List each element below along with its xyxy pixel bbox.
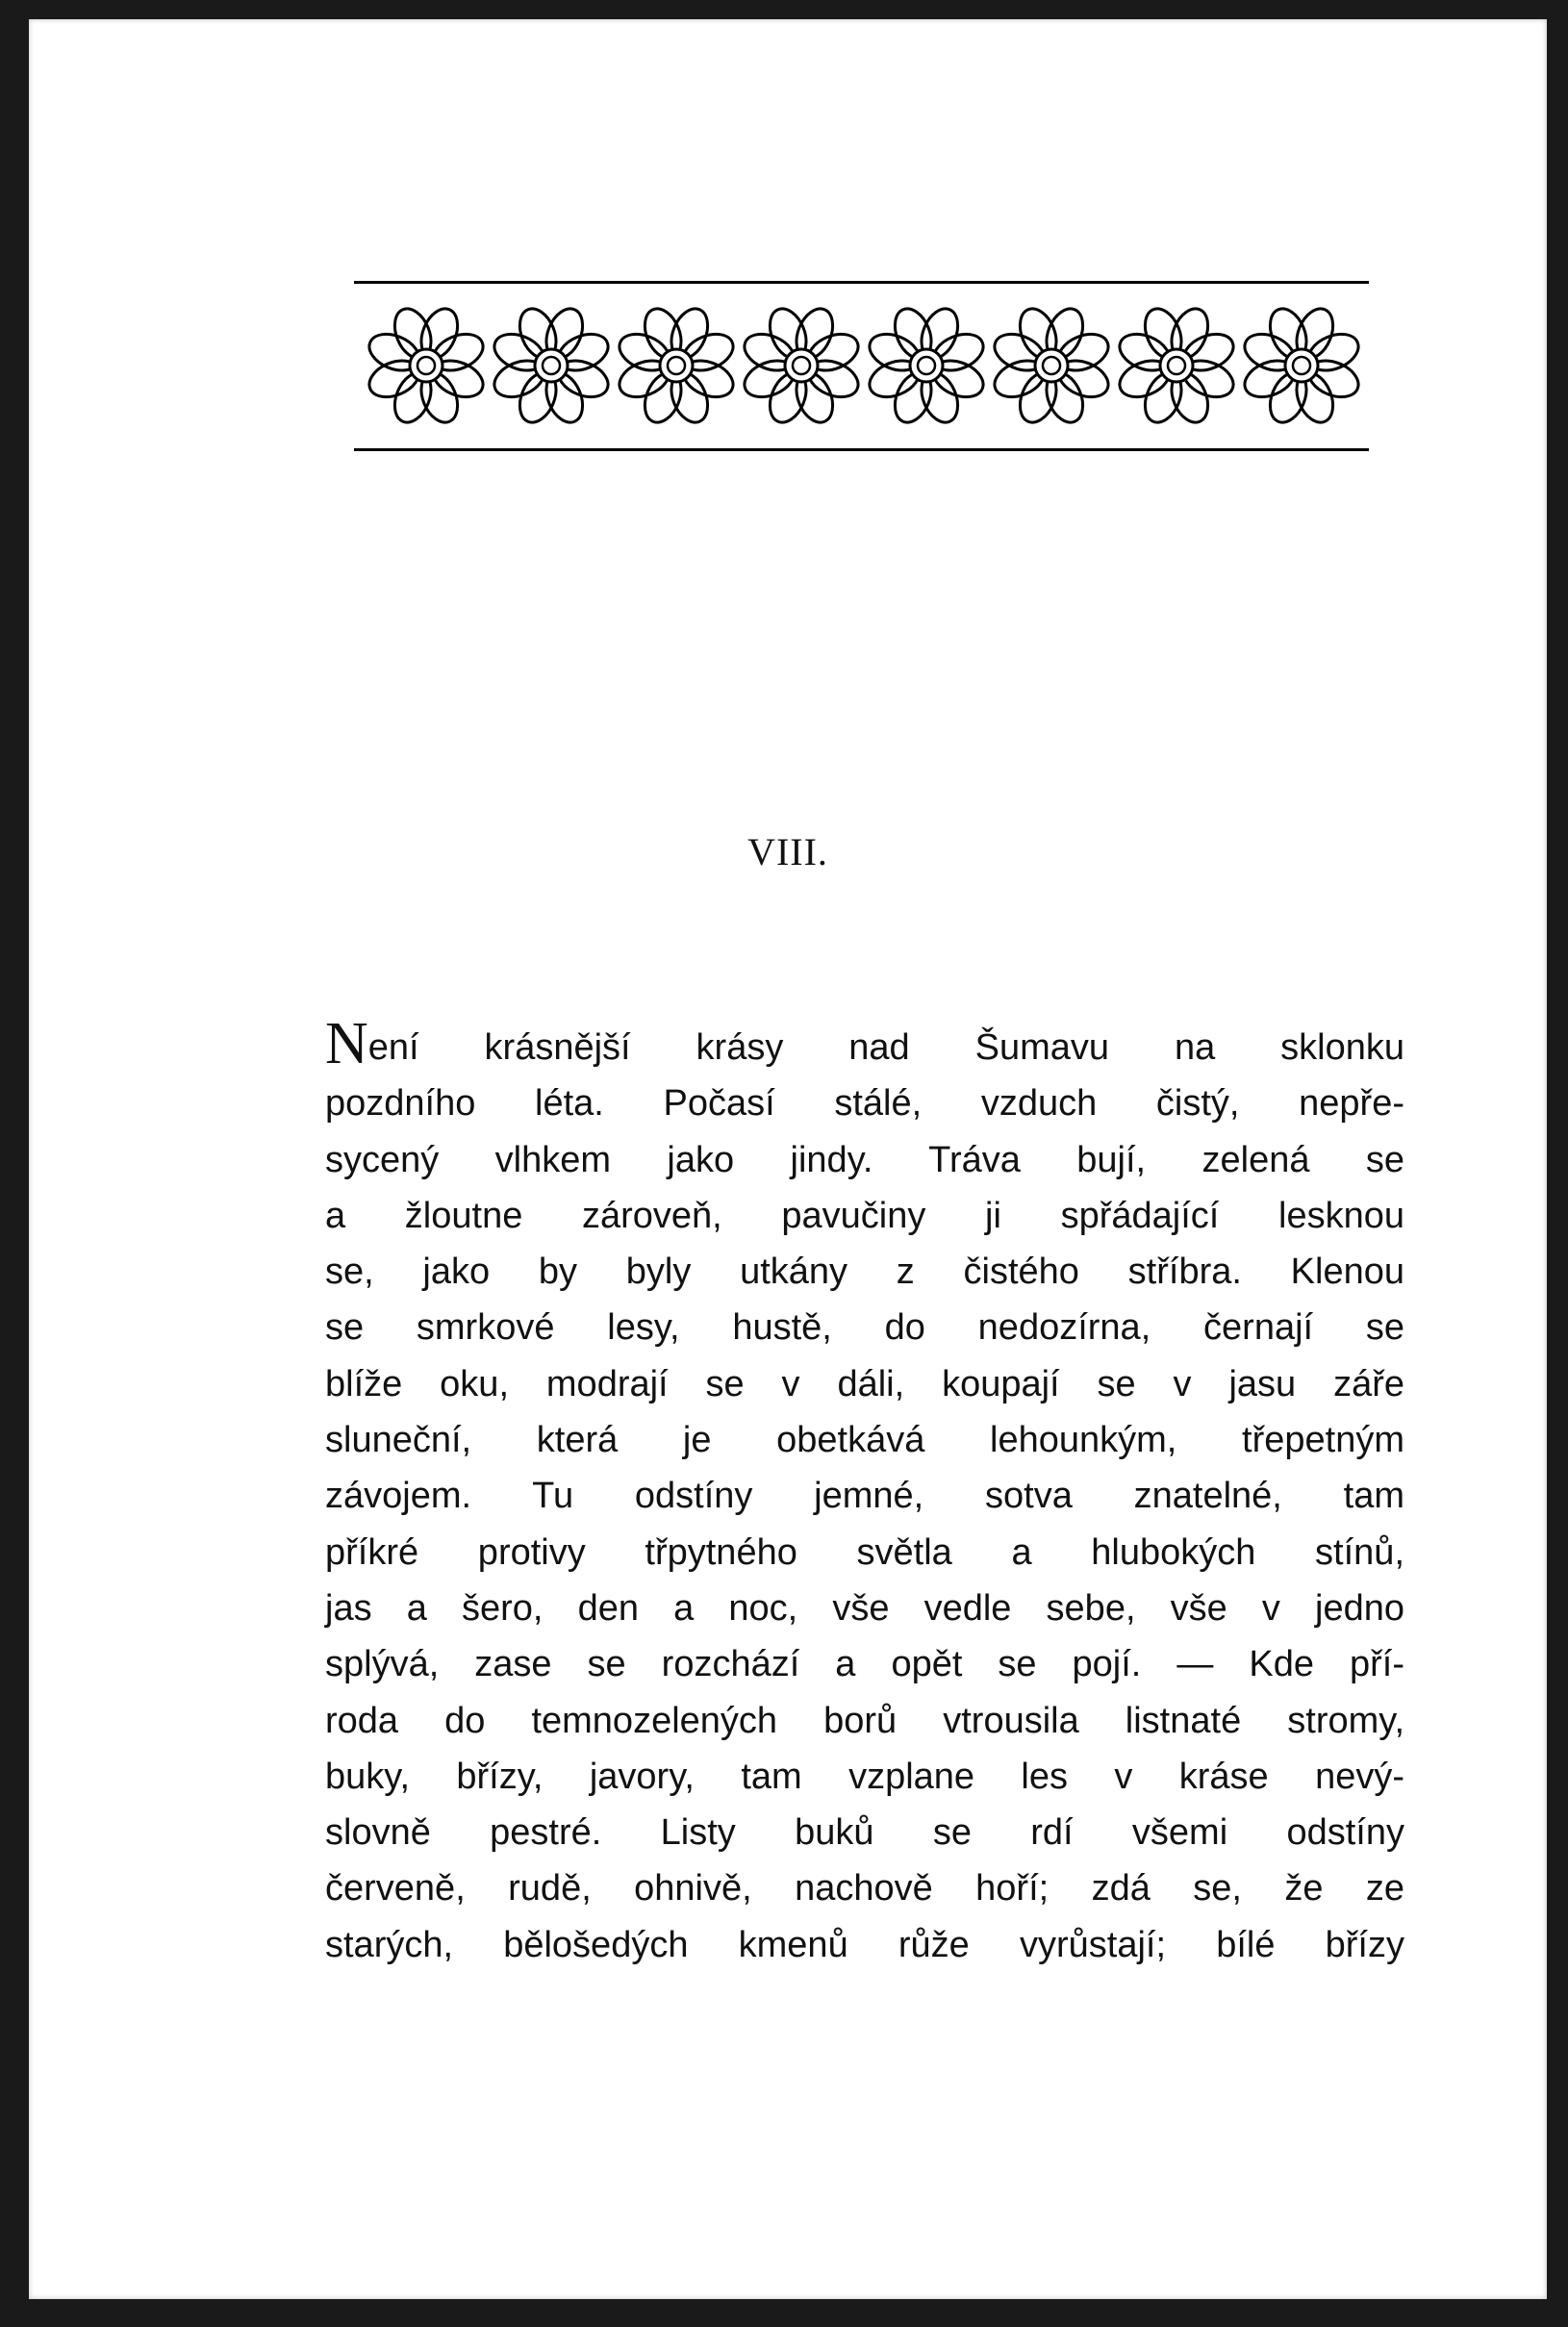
text-line: příkré protivy třpytného světla a hlubokých stínů,: [325, 1531, 1404, 1573]
text-line: splývá, zase se rozchází a opět se pojí. — Kde pří-: [325, 1644, 1404, 1685]
text-line: jas a šero, den a noc, vše vedle sebe, vše v jedno: [325, 1587, 1404, 1629]
text-line: sluneční, která je obetkává lehounkým, třepetným: [325, 1420, 1404, 1461]
chapter-heading: VIII.: [747, 830, 828, 873]
flower-icon: [489, 303, 613, 427]
text-line: blíže oku, modrají se v dáli, koupají se v jasu záře: [325, 1363, 1404, 1404]
top-rule: [354, 281, 1369, 284]
text-line: roda do temnozelených borů vtrousila listnaté stromy,: [325, 1700, 1404, 1741]
text-line: starých, bělošedých kmenů růže vyrůstají; bílé břízy: [325, 1924, 1404, 1965]
text-line: a žloutne zároveň, pavučiny ji spřádající lesknou: [325, 1195, 1404, 1236]
text-line: červeně, rudě, ohnivě, nachově hoří; zdá se, že ze: [325, 1868, 1404, 1910]
text-line: sycený vlhkem jako jindy. Tráva bují, zelená se: [325, 1139, 1404, 1180]
flower-icon: [989, 303, 1113, 427]
text-line-0-rest: ení krásnější krásy nad Šumavu na sklonku: [367, 1027, 1404, 1068]
flower-icon: [614, 303, 738, 427]
flower-icon: [1114, 303, 1238, 427]
text-line: závojem. Tu odstíny jemné, sotva znatelné, tam: [325, 1476, 1404, 1517]
flower-icon: [364, 303, 488, 427]
text-line: slovně pestré. Listy buků se rdí všemi odstíny: [325, 1812, 1404, 1854]
flower-icon: [739, 303, 863, 427]
flower-icon: [1239, 303, 1363, 427]
text-line: pozdního léta. Počasí stálé, vzduch čistý, nepře-: [325, 1083, 1404, 1125]
flower-band-icon: [364, 298, 1364, 433]
paragraph: [325, 1011, 1404, 1973]
bottom-rule: [354, 448, 1369, 451]
text-line: buky, břízy, javory, tam vzplane les v kráse nevý-: [325, 1756, 1404, 1797]
drop-cap: N: [325, 1011, 368, 1076]
text-line: se smrkové lesy, hustě, do nedozírna, černají se: [325, 1307, 1404, 1349]
flower-icon: [864, 303, 988, 427]
text-line-0: [325, 1011, 1404, 1076]
text-line: se, jako by byly utkány z čistého stříbra. Klenou: [325, 1252, 1404, 1293]
ornament-graphic: [364, 298, 1364, 433]
book-page: [29, 19, 1547, 2299]
